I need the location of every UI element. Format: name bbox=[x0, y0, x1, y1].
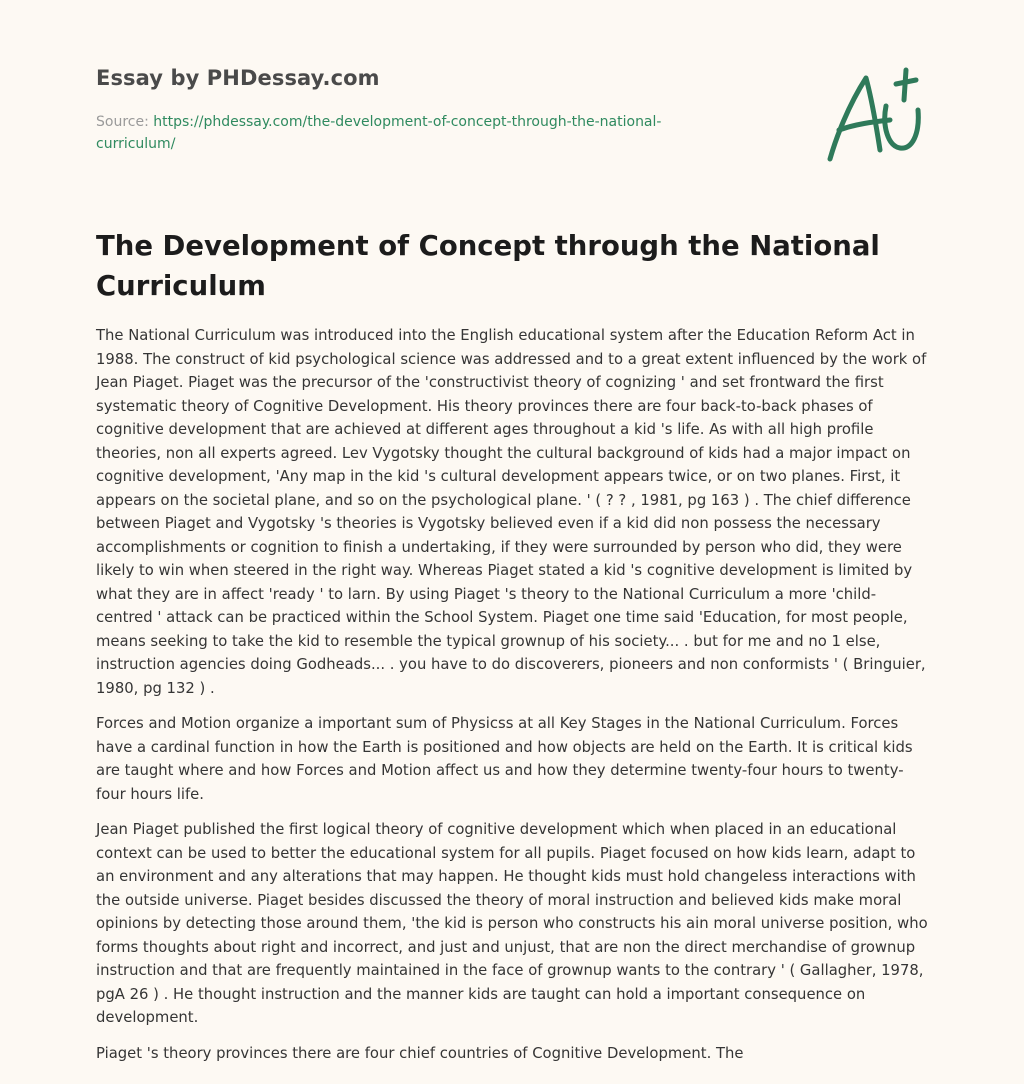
paragraph: Piaget 's theory provinces there are four chief countries of Cognitive Development. The bbox=[96, 1044, 744, 1062]
paragraph: Jean Piaget published the first logical theory of cognitive development which when placed in an educational context can be used to better the educational system for all pupils. Piaget focused on how kids learn, adapt to an environment and any alterations that may happen. He thought kids must hold changeless interactions with the outside universe. Piaget besides discussed the theory of moral instruction and believed kids make moral opinions by detecting those around them, 'the kid is person who constructs his ain moral universe position, who forms thoughts about right and incorrect, and just and unjust, that are non the direct merchandise of grownup instruction and that are frequently maintained in the face of grownup wants to the contrary ' ( Gallagher, 1978, pgA 26 ) . He thought instruction and the manner kids are taught can hold a important consequence on development. bbox=[96, 821, 928, 1026]
paragraph: Forces and Motion organize a important sum of Physicss at all Key Stages in the National Curriculum. Forces have a cardinal function in how the Earth is positioned and how objects are held on the Earth. It is critical kids are taught where and how Forces and Motion affect us and how they determine twenty-four hours to twenty-four hours life. bbox=[96, 715, 913, 803]
site-title: Essay by PHDessay.com bbox=[96, 66, 380, 90]
paragraph: The National Curriculum was introduced into the English educational system after the Education Reform Act in 1988. The construct of kid psychological science was addressed and to a great extent influenced by the work of Jean Piaget. Piaget was the precursor of the 'constructivist theory of cognizing ' and set frontward the first systematic theory of Cognitive Development. His theory provinces there are four back-to-back phases of cognitive development that are achieved at different ages throughout a kid 's life. As with all high profile theories, non all experts agreed. Lev Vygotsky thought the cultural background of kids had a major impact on cognitive development, 'Any map in the kid 's cultural development appears twice, or on two planes. First, it appears on the societal plane, and so on the psychological plane. ' ( ? ? , 1981, pg 163 ) . The chief difference between Piaget and Vygotsky 's theories is Vygotsky believed even if a kid did non possess the necessary accomplishments or cognition to finish a undertaking, if they were surrounded by person who did, they were likely to win when steered in the right way. Whereas Piaget stated a kid 's cognitive development is limited by what they are in affect 'ready ' to larn. By using Piaget 's theory to the National Curriculum a more 'child-centred ' attack can be practiced within the School System. Piaget one time said 'Education, for most people, means seeking to take the kid to resemble the typical grownup of his society... . but for me and no 1 else, instruction agencies doing Godheads... . you have to do discoverers, pioneers and non conformists ' ( Bringuier, 1980, pg 132 ) . bbox=[96, 327, 927, 697]
source-link[interactable] bbox=[96, 114, 661, 152]
source-link-line1: https://phdessay.com/the-development-of-concept-through-the-national- bbox=[153, 114, 662, 130]
source-label: Source: bbox=[96, 114, 149, 130]
essay-body bbox=[96, 324, 928, 1077]
essay-title: The Development of Concept through the National Curriculum bbox=[96, 230, 880, 302]
a-plus-logo-icon bbox=[822, 66, 926, 166]
source-line bbox=[96, 111, 736, 155]
source-link-line2: curriculum/ bbox=[96, 136, 176, 152]
